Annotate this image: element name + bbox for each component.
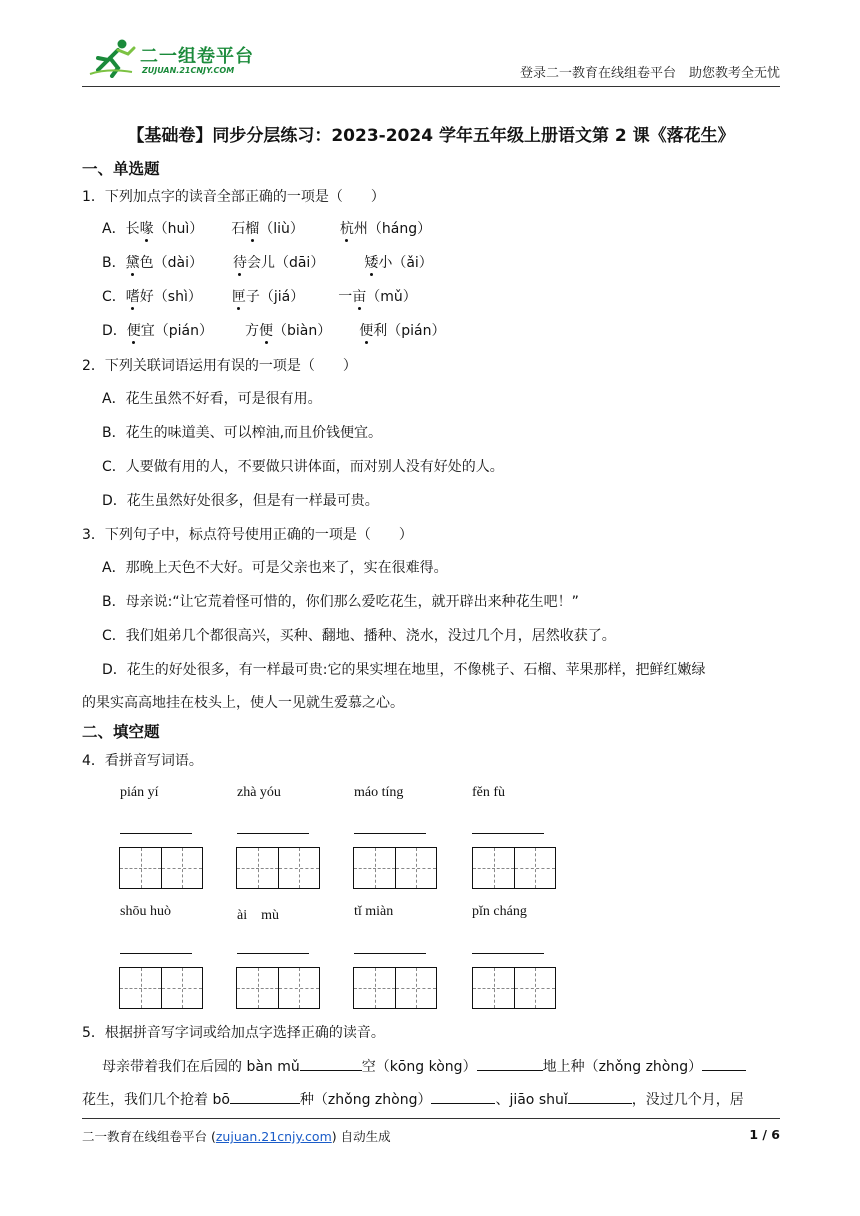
answer-line[interactable] [354, 833, 426, 834]
footer-text: ) 自动生成 [331, 1129, 391, 1144]
option-text: 宜（pián） [140, 323, 214, 339]
question-5-line-1 [82, 1056, 780, 1076]
question-1-option-c[interactable] [102, 286, 417, 306]
passage-text: 地上种（zhǒng zhòng） [542, 1059, 703, 1075]
option-text: 子（jiá） [245, 289, 305, 305]
option-text: 小（ǎi） [378, 255, 433, 271]
page-title: 【基础卷】同步分层练习：2023-2024 学年五年级上册语文第 2 课《落花生》 [127, 126, 735, 146]
pinyin-label: máo tíng [354, 785, 404, 800]
option-text: （liù） [259, 221, 304, 237]
passage-text: 种（zhǒng zhòng） [299, 1092, 432, 1108]
answer-blank[interactable] [702, 1056, 746, 1071]
question-5-stem: 5．根据拼音写字词或给加点字选择正确的读音。 [82, 1025, 385, 1041]
answer-blank[interactable] [568, 1089, 632, 1104]
dotted-char: 亩 [352, 289, 367, 305]
question-1-stem: 1．下列加点字的读音全部正确的一项是（ ） [82, 189, 385, 205]
question-2-option-a[interactable]: A．花生虽然不好看，可是很有用。 [102, 391, 322, 407]
writing-grid[interactable] [472, 847, 556, 889]
runner-logo-icon [88, 38, 138, 78]
option-text: D． [102, 323, 127, 339]
option-text: C． [102, 289, 126, 305]
question-3-option-b[interactable]: B．母亲说:“让它荒着怪可惜的，你们那么爱吃花生，就开辟出来种花生吧！” [102, 594, 579, 610]
dotted-char: 嗜 [125, 289, 140, 305]
question-2-option-c[interactable]: C．人要做有用的人，不要做只讲体面，而对别人没有好处的人。 [102, 459, 504, 475]
writing-grid[interactable] [119, 967, 203, 1009]
pinyin-label: zhà yóu [237, 785, 281, 800]
question-3-option-d-continued: 的果实高高地挂在枝头上，使人一见就生爱慕之心。 [82, 695, 404, 711]
question-4-stem: 4．看拼音写词语。 [82, 753, 203, 769]
option-text: 石 [231, 221, 246, 237]
logo-text: 二一组卷平台 [140, 46, 254, 67]
answer-line[interactable] [472, 953, 544, 954]
dotted-char: 匣 [231, 289, 246, 305]
footer-source [82, 1127, 391, 1145]
answer-line[interactable] [237, 833, 309, 834]
page-footer [82, 1118, 780, 1143]
answer-line[interactable] [120, 953, 192, 954]
answer-line[interactable] [354, 953, 426, 954]
option-text: 州（háng） [353, 221, 432, 237]
dotted-char: 黛 [125, 255, 140, 271]
pinyin-label: tǐ miàn [354, 904, 394, 919]
option-text: 一 [338, 289, 353, 305]
page-header [82, 34, 780, 87]
option-text: 方 [245, 323, 260, 339]
page-number: 1 / 6 [749, 1127, 780, 1142]
dotted-char: 矮 [364, 255, 379, 271]
option-text: 会儿（dāi） [246, 255, 325, 271]
dotted-char: 便 [259, 323, 274, 339]
answer-line[interactable] [120, 833, 192, 834]
answer-blank[interactable] [477, 1056, 543, 1071]
passage-text: 、jiāo shuǐ [495, 1092, 568, 1108]
option-text: A．长 [102, 221, 140, 237]
question-2-option-b[interactable]: B．花生的味道美、可以榨油,而且价钱便宜。 [102, 425, 383, 441]
question-2-stem: 2．下列关联词语运用有误的一项是（ ） [82, 358, 357, 374]
logo-subtitle: ZUJUAN.21CNJY.COM [142, 66, 235, 75]
option-text: （biàn） [273, 323, 332, 339]
answer-blank[interactable] [300, 1056, 362, 1071]
passage-text: 母亲带着我们在后园的 bàn mǔ [102, 1059, 300, 1075]
question-3-option-d[interactable]: D．花生的好处很多，有一样最可贵:它的果实埋在地里，不像桃子、石榴、苹果那样，把鲜红嫩绿 [102, 662, 706, 678]
pinyin-label: fěn fù [472, 785, 506, 800]
option-text: （huì） [153, 221, 204, 237]
question-3-option-a[interactable]: A．那晚上天色不大好。可是父亲也来了，实在很难得。 [102, 560, 448, 576]
writing-grid[interactable] [236, 967, 320, 1009]
dotted-char: 喙 [139, 221, 154, 237]
section-heading-fill-blank: 二、填空题 [82, 723, 160, 741]
answer-blank[interactable] [431, 1089, 495, 1104]
writing-grid[interactable] [353, 847, 437, 889]
passage-text: 空（kōng kòng） [361, 1059, 477, 1075]
footer-text: 二一教育在线组卷平台 ( [82, 1129, 216, 1144]
question-1-option-d[interactable] [102, 320, 445, 340]
option-text: 好（shì） [139, 289, 202, 305]
writing-grid[interactable] [119, 847, 203, 889]
pinyin-label: pǐn cháng [472, 904, 527, 919]
pinyin-label: shōu huò [120, 904, 171, 919]
option-text: 利（pián） [373, 323, 446, 339]
question-3-option-c[interactable]: C．我们姐弟几个都很高兴，买种、翻地、播种、浇水，没过几个月，居然收获了。 [102, 628, 616, 644]
answer-line[interactable] [472, 833, 544, 834]
answer-line[interactable] [237, 953, 309, 954]
header-tagline: 登录二一教育在线组卷平台 助您教考全无忧 [519, 66, 780, 81]
pinyin-label: ài mù [237, 908, 279, 923]
logo [82, 34, 272, 82]
question-1-option-a[interactable] [102, 218, 431, 238]
dotted-char: 待 [232, 255, 247, 271]
question-3-stem: 3．下列句子中，标点符号使用正确的一项是（ ） [82, 527, 413, 543]
dotted-char: 榴 [245, 221, 260, 237]
passage-text: ，没过几个月，居 [631, 1092, 744, 1108]
option-text: （mǔ） [366, 289, 417, 305]
pinyin-label: pián yí [120, 785, 159, 800]
footer-link[interactable]: zujuan.21cnjy.com [215, 1129, 332, 1144]
answer-blank[interactable] [230, 1089, 300, 1104]
section-heading-single-choice: 一、单选题 [82, 160, 160, 178]
question-5-line-2 [82, 1089, 780, 1109]
dotted-char: 便 [126, 323, 141, 339]
option-text: B． [102, 255, 126, 271]
writing-grid[interactable] [472, 967, 556, 1009]
dotted-char: 杭 [339, 221, 354, 237]
writing-grid[interactable] [236, 847, 320, 889]
option-text: 色（dài） [139, 255, 203, 271]
dotted-char: 便 [359, 323, 374, 339]
passage-text: 花生，我们几个抢着 bō [82, 1092, 230, 1108]
question-1-option-b[interactable] [102, 252, 433, 272]
writing-grid[interactable] [353, 967, 437, 1009]
question-2-option-d[interactable]: D．花生虽然好处很多，但是有一样最可贵。 [102, 493, 379, 509]
